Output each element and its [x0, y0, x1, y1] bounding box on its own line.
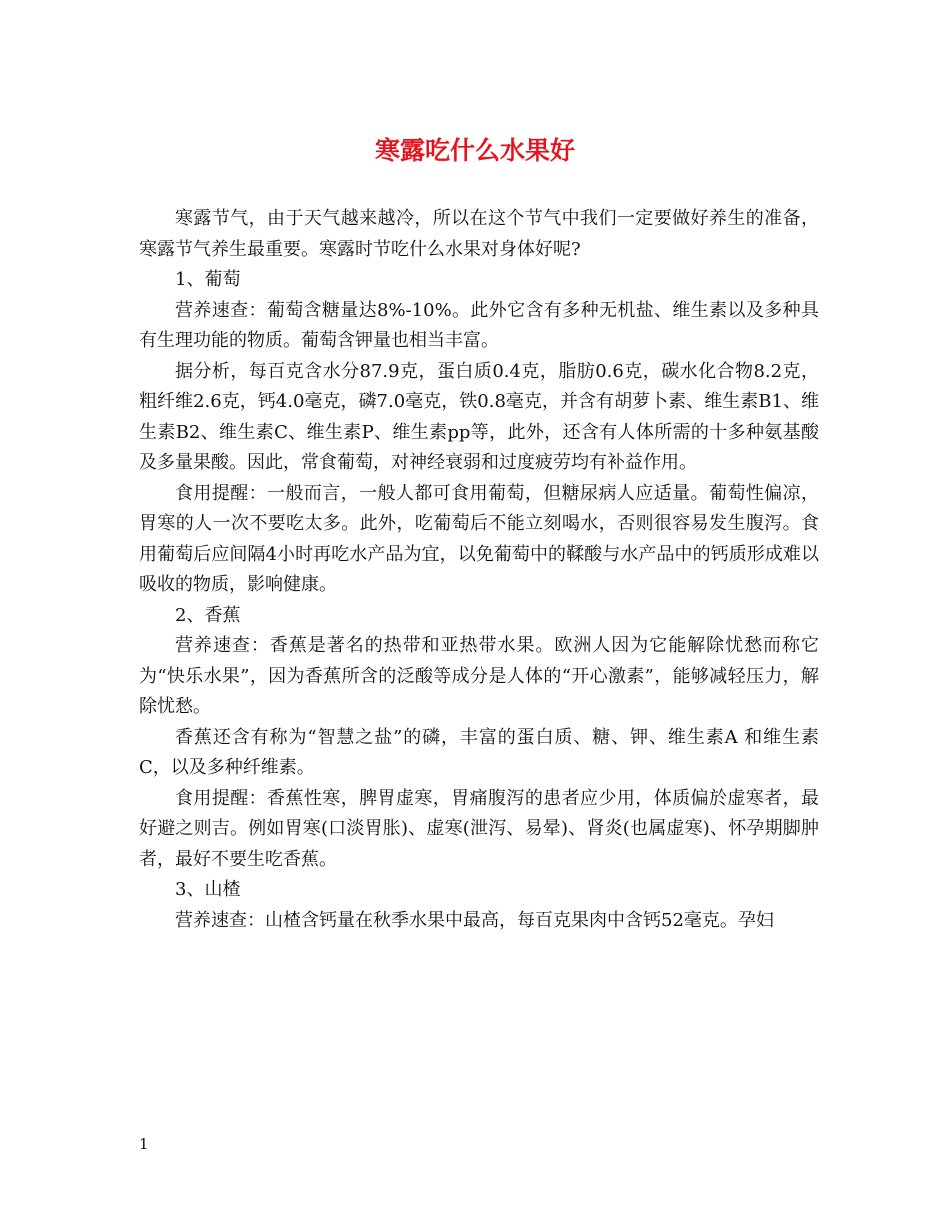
- section-heading-grape: 1、葡萄: [175, 269, 241, 290]
- paragraph-hawthorn-nutrition: 营养速查：山楂含钙量在秋季水果中最高，每百克果肉中含钙52毫克。孕妇: [175, 909, 774, 931]
- paragraph-banana-minerals: 香蕉还含有称为“智慧之盐”的磷，丰富的蛋白质、糖、钾、维生素A 和维生素C，以及多种纤维素。: [139, 726, 819, 778]
- paragraph-grape-tips: 食用提醒：一般而言，一般人都可食用葡萄，但糖尿病人应适量。葡萄性偏凉，胃寒的人一次不要吃太多。此外，吃葡萄后不能立刻喝水，否则很容易发生腹泻。食用葡萄后应间隔4小时再吃水产品为宜，以免葡萄中的鞣酸与水产品中的钙质形成难以吸收的物质，影响健康。: [139, 482, 819, 595]
- page-number: 1: [139, 1135, 149, 1153]
- section-heading-banana: 2、香蕉: [175, 604, 241, 626]
- intro-paragraph: 寒露节气，由于天气越来越冷，所以在这个节气中我们一定要做好养生的准备，寒露节气养生最重要。寒露时节吃什么水果对身体好呢?: [139, 208, 819, 260]
- document-body: [139, 204, 819, 936]
- paragraph-banana-nutrition: 营养速查：香蕉是著名的热带和亚热带水果。欧洲人因为它能解除忧愁而称它为“快乐水果”，因为香蕉所含的泛酸等成分是人体的“开心激素”，能够减轻压力，解除忧愁。: [139, 635, 819, 717]
- paragraph-grape-analysis: 据分析，每百克含水分87.9克，蛋白质0.4克，脂肪0.6克，碳水化合物8.2克，粗纤维2.6克，钙4.0毫克，磷7.0毫克，铁0.8毫克，并含有胡萝卜素、维生素B1、维生素B2、维生素C、维生素P、维生素pp等，此外，还含有人体所需的十多种氨基酸及多量果酸。因此，常食葡萄，对神经衰弱和过度疲劳均有补益作用。: [139, 360, 819, 473]
- paragraph-banana-tips: 食用提醒：香蕉性寒，脾胃虚寒，胃痛腹泻的患者应少用，体质偏於虚寒者，最好避之则吉。例如胃寒(口淡胃胀)、虚寒(泄泻、易晕)、肾炎(也属虚寒)、怀孕期脚肿者，最好不要生吃香蕉。: [139, 787, 819, 870]
- section-heading-hawthorn: 3、山楂: [175, 879, 241, 900]
- page-title: 寒露吃什么水果好: [374, 136, 575, 165]
- paragraph-grape-nutrition: 营养速查：葡萄含糖量达8%-10%。此外它含有多种无机盐、维生素以及多种具有生理功能的物质。葡萄含钾量也相当丰富。: [139, 299, 819, 351]
